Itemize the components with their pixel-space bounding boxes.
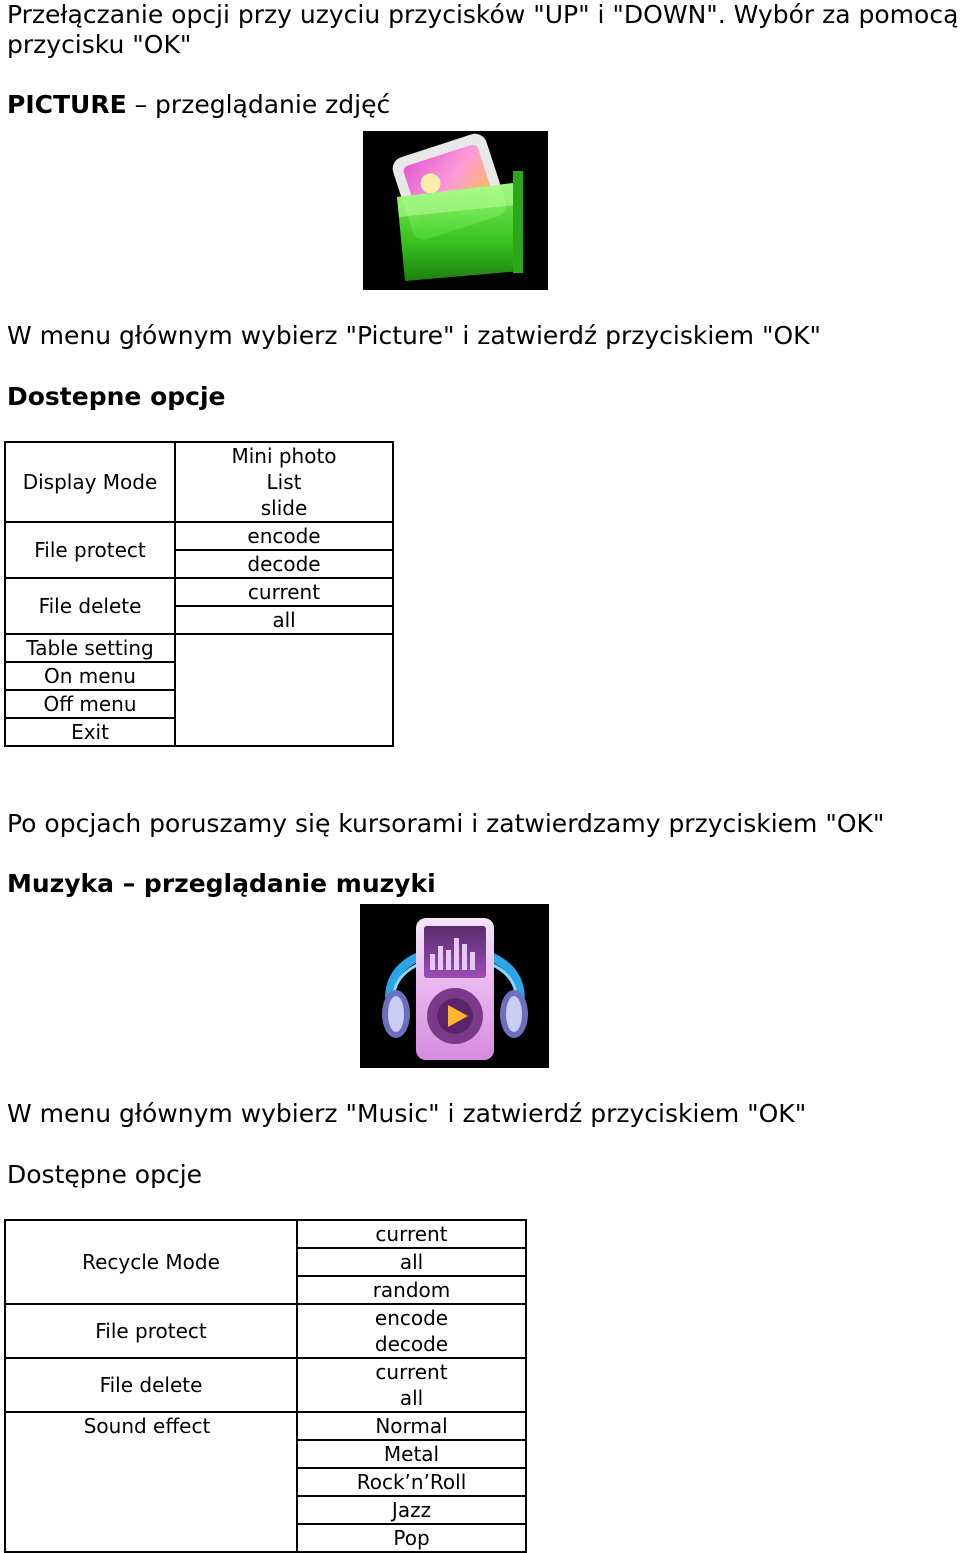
value-mini-photo: Mini photo: [231, 444, 337, 468]
value-current: current: [375, 1360, 448, 1384]
display-mode-values: [176, 443, 392, 521]
picture-folder-icon: [363, 131, 548, 290]
value-encode: encode: [374, 1306, 449, 1330]
picture-option-display-mode: Display Mode: [5, 442, 175, 522]
picture-options-table: [4, 441, 394, 747]
value-pop: Pop: [393, 1526, 430, 1550]
value-normal: Normal: [298, 1413, 525, 1441]
music-option-sound-effect-label: Sound effect: [83, 1414, 211, 1438]
value-jazz: Jazz: [298, 1497, 525, 1525]
value-metal: Metal: [298, 1441, 525, 1469]
music-heading: Muzyka – przeglądanie muzyki: [7, 869, 436, 898]
picture-options-heading: Dostepne opcje: [7, 382, 226, 411]
value-list: List: [266, 470, 302, 494]
picture-option-file-delete: File delete: [5, 578, 175, 634]
picture-option-table-setting: Table setting: [5, 634, 175, 662]
file-protect-values: [176, 523, 392, 577]
intro-line-1: Przełączanie opcji przy uzyciu przycisków "UP" i "DOWN". Wybór za pomocą: [7, 0, 959, 29]
file-delete-values: [298, 1359, 525, 1411]
value-all: all: [298, 1249, 525, 1277]
music-option-file-delete: File delete: [5, 1358, 297, 1412]
music-options-heading: Dostępne opcje: [7, 1160, 203, 1189]
picture-heading-rest: – przeglądanie zdjęć: [126, 90, 391, 119]
picture-option-file-protect: File protect: [5, 522, 175, 578]
picture-option-exit: Exit: [5, 718, 175, 746]
picture-option-off-menu: Off menu: [5, 690, 175, 718]
value-all: all: [399, 1386, 424, 1410]
intro-line-2: przycisku "OK": [7, 30, 192, 59]
music-option-sound-effect: [5, 1412, 297, 1552]
picture-heading: [7, 90, 390, 119]
picture-heading-bold: PICTURE: [7, 90, 127, 119]
value-decode: decode: [374, 1332, 449, 1356]
value-current: current: [176, 579, 392, 607]
music-player-headphones-icon: [360, 904, 549, 1068]
picture-option-on-menu: On menu: [5, 662, 175, 690]
picture-after-text: Po opcjach poruszamy się kursorami i zatwierdzamy przyciskiem "OK": [7, 809, 885, 838]
music-instruction: W menu głównym wybierz "Music" i zatwierdź przyciskiem "OK": [7, 1099, 807, 1128]
file-protect-values: [298, 1305, 525, 1357]
picture-instruction: W menu głównym wybierz "Picture" i zatwierdź przyciskiem "OK": [7, 321, 822, 350]
value-decode: decode: [247, 552, 321, 576]
file-delete-values: [176, 579, 392, 633]
value-rock-n-roll: Rock’n’Roll: [298, 1469, 525, 1497]
music-option-file-protect: File protect: [5, 1304, 297, 1358]
empty-cell: [175, 634, 393, 746]
sound-effect-values: [298, 1413, 525, 1551]
value-current: current: [298, 1221, 525, 1249]
music-option-recycle-mode: Recycle Mode: [5, 1220, 297, 1304]
value-random: random: [372, 1278, 451, 1302]
recycle-mode-values: [298, 1221, 525, 1303]
value-all: all: [272, 608, 296, 632]
value-slide: slide: [260, 496, 308, 520]
music-options-table: [4, 1219, 527, 1553]
value-encode: encode: [176, 523, 392, 551]
